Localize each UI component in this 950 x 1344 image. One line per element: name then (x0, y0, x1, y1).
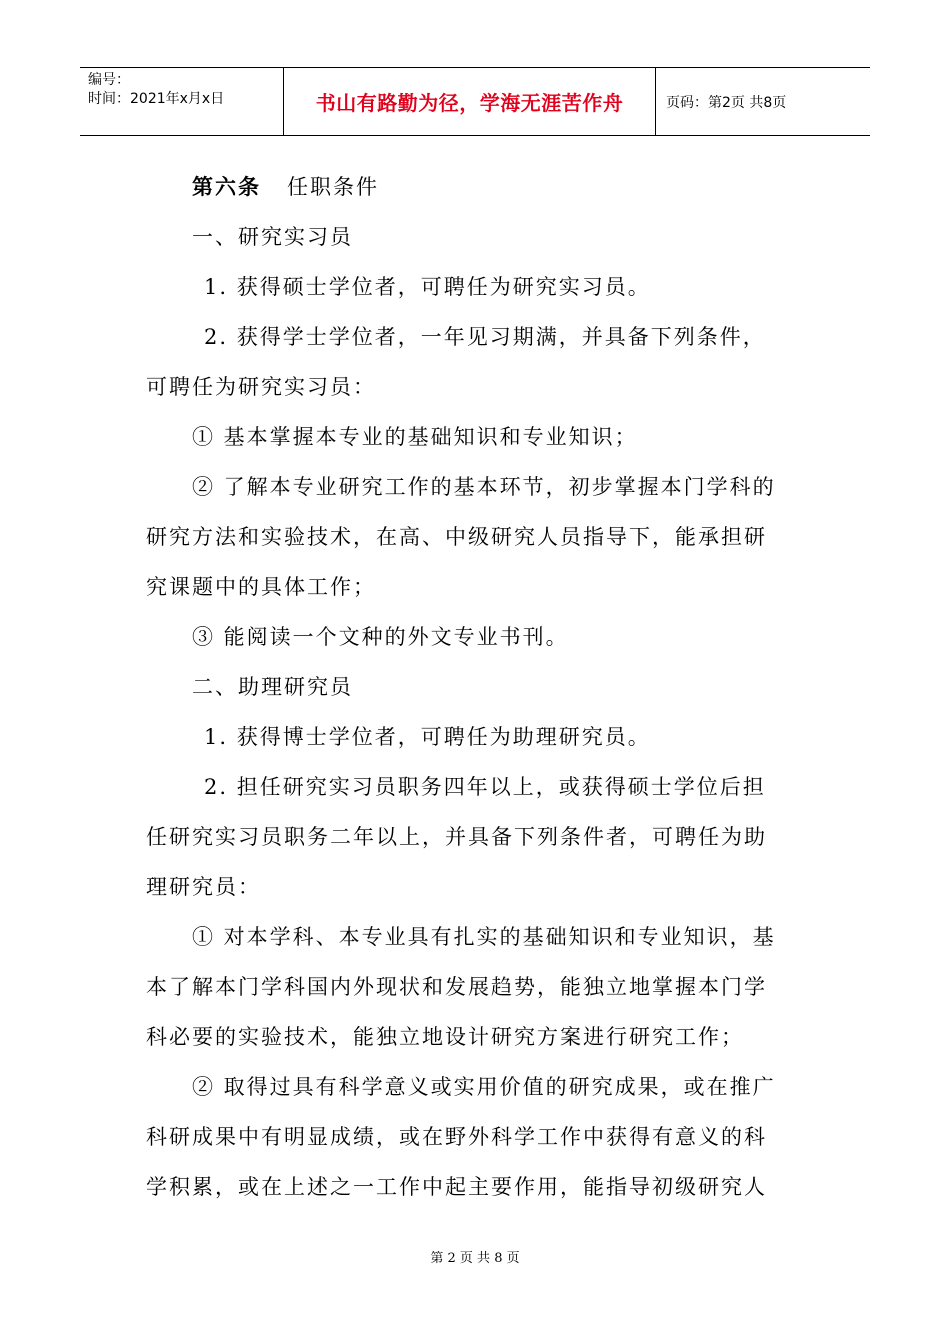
page-footer: 第 2 页 共 8 页 (430, 1251, 520, 1266)
paragraph: 学积累，或在上述之一工作中起主要作用，能指导初级研究人 (146, 1175, 767, 1199)
paragraph: 本了解本门学科国内外现状和发展趋势，能独立地掌握本门学 (146, 975, 767, 999)
list-item: ① 对本学科、本专业具有扎实的基础知识和专业知识，基 (192, 925, 776, 949)
article-title: 任职条件 (287, 175, 379, 199)
document-header (80, 67, 870, 136)
page-label: 页码：第2页 共8页 (666, 94, 787, 111)
section-title: 一、研究实习员 (192, 225, 353, 249)
article-number: 第六条 (192, 174, 261, 199)
section-title: 二、助理研究员 (192, 675, 353, 699)
list-item: ② 取得过具有科学意义或实用价值的研究成果，或在推广 (192, 1075, 776, 1099)
paragraph: 科研成果中有明显成绩，或在野外科学工作中获得有意义的科 (146, 1125, 767, 1149)
paragraph: 研究方法和实验技术，在高、中级研究人员指导下，能承担研 (146, 525, 767, 549)
number-label: 编号： (88, 72, 130, 88)
paragraph: 2. 担任研究实习员职务四年以上，或获得硕士学位后担 (204, 775, 766, 799)
paragraph: 1. 获得博士学位者，可聘任为助理研究员。 (204, 725, 651, 749)
header-motto-cell (283, 68, 656, 135)
header-page-cell (656, 68, 870, 135)
time-label: 时间：2021年x月x日 (88, 91, 225, 107)
paragraph: 可聘任为研究实习员： (146, 375, 376, 399)
paragraph: 任研究实习员职务二年以上，并具备下列条件者，可聘任为助 (146, 825, 767, 849)
document-body (146, 162, 808, 1212)
list-item: ① 基本掌握本专业的基础知识和专业知识； (192, 425, 638, 449)
motto-text: 书山有路勤为径，学海无涯苦作舟 (315, 91, 624, 115)
list-item: ③ 能阅读一个文种的外文专业书刊。 (192, 625, 569, 649)
article-heading (146, 162, 808, 212)
list-item: ② 了解本专业研究工作的基本环节，初步掌握本门学科的 (192, 475, 776, 499)
paragraph: 究课题中的具体工作； (146, 575, 376, 599)
header-meta (80, 68, 283, 135)
paragraph: 理研究员： (146, 875, 261, 899)
paragraph: 2. 获得学士学位者，一年见习期满，并具备下列条件， (204, 325, 766, 349)
paragraph: 科必要的实验技术，能独立地设计研究方案进行研究工作； (146, 1025, 744, 1049)
paragraph: 1. 获得硕士学位者，可聘任为研究实习员。 (204, 275, 651, 299)
